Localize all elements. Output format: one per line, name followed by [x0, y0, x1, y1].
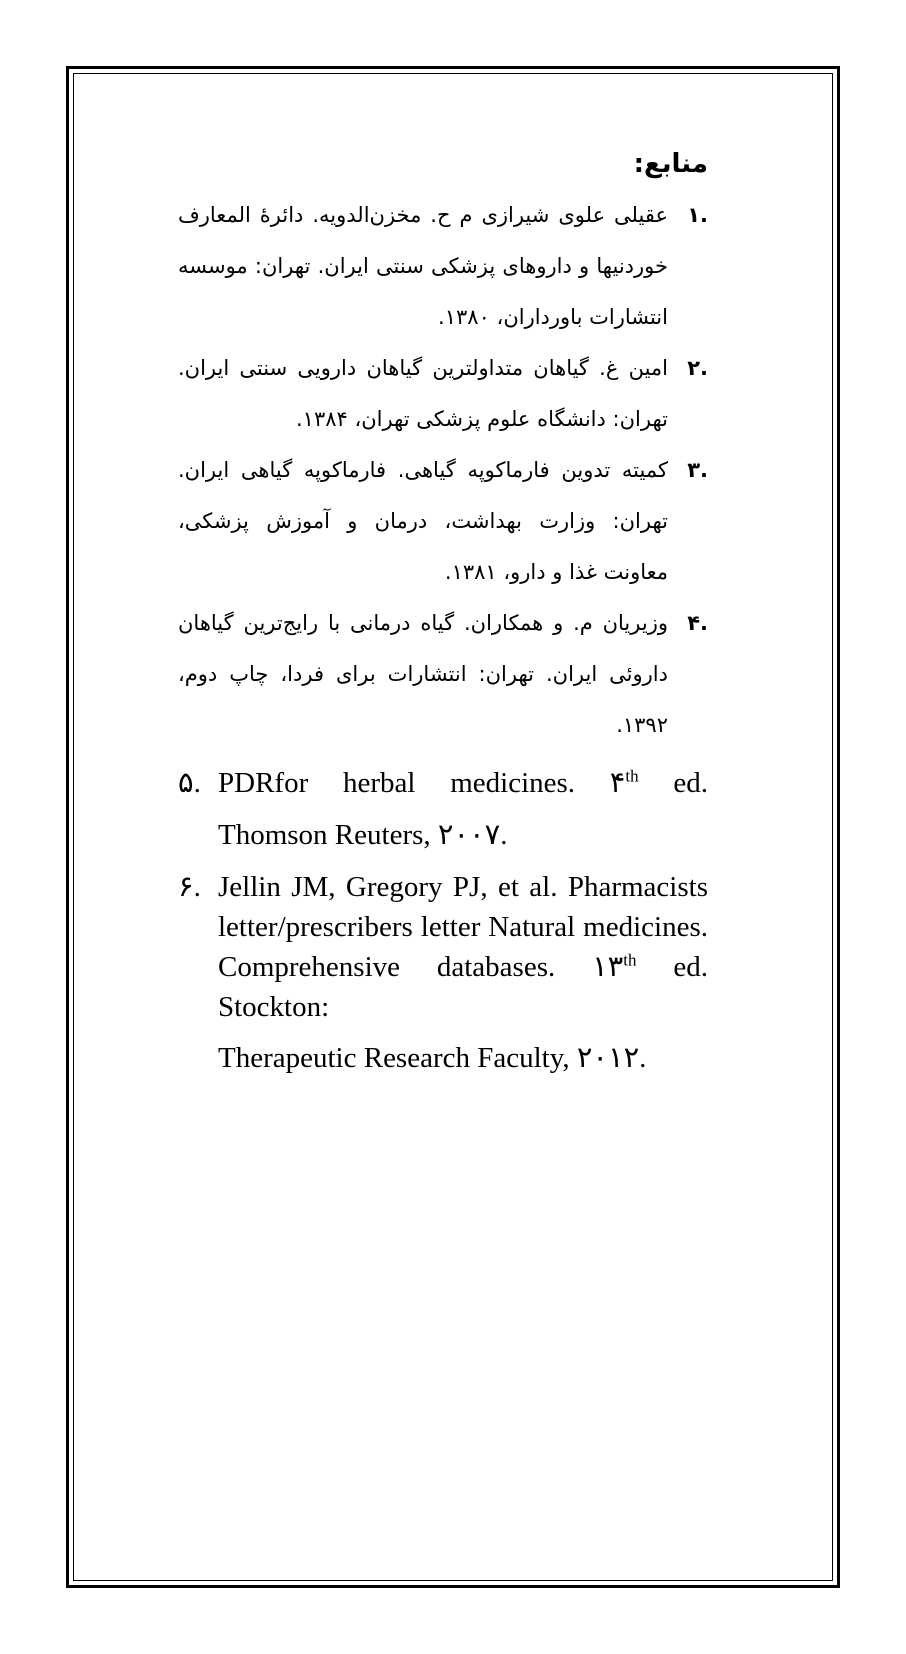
- reference-number: .۳: [687, 458, 708, 482]
- reference-number: .۲: [687, 356, 708, 380]
- reference-number: ۵.: [178, 767, 201, 799]
- reference-text: [218, 867, 708, 1089]
- reference-text-part: ed. Thomson Reuters, ۲۰۰۷.: [218, 767, 708, 851]
- reference-item-6: [178, 867, 708, 1089]
- reference-number: .۴: [687, 611, 708, 635]
- ordinal-suffix: th: [623, 950, 637, 970]
- reference-item-4: [178, 598, 708, 751]
- reference-text: کمیته تدوین فارماکوپه گیاهی. فارماکوپه گیاهی ایران. تهران: وزارت بهداشت، درمان و آموزش پزشکی، معاونت غذا و دارو، ۱۳۸۱.: [178, 458, 668, 584]
- reference-text-part: PDRfor herbal medicines. ۴: [218, 767, 626, 799]
- reference-text: عقیلی علوی شیرازی م ح. مخزن‌الدویه. دائرهٔ المعارف خوردنیها و داروهای پزشکی سنتی ایران. تهران: موسسه انتشارات باورداران، ۱۳۸۰.: [178, 203, 668, 329]
- reference-text: وزیریان م. و همکاران. گیاه درمانی با رایج‌ترین گیاهان داروئی ایران. تهران: انتشارات برای فردا، چاپ دوم، ۱۳۹۲.: [178, 611, 668, 737]
- reference-text: [218, 757, 708, 861]
- reference-item-3: [178, 445, 708, 598]
- reference-text-part: ed. Stockton:: [218, 951, 708, 1023]
- reference-text-part: Jellin JM, Gregory PJ, et al. Pharmacists letter/prescribers letter Natural medicines. Comprehensive databases. ۱۳: [218, 871, 708, 983]
- reference-text-last-line: Therapeutic Research Faculty, ۲۰۱۲.: [218, 1042, 647, 1074]
- reference-number: ۶.: [178, 871, 201, 903]
- reference-text: امین غ. گیاهان متداولترین گیاهان دارویی سنتی ایران. تهران: دانشگاه علوم پزشکی تهران، ۱۳۸۴.: [178, 356, 668, 431]
- references-heading: منابع:: [633, 149, 708, 179]
- ordinal-suffix: th: [625, 766, 639, 786]
- reference-item-2: [178, 343, 708, 445]
- reference-number: .۱: [687, 203, 708, 227]
- references-section: [178, 140, 708, 1089]
- reference-item-5: [178, 757, 708, 861]
- reference-item-1: [178, 190, 708, 343]
